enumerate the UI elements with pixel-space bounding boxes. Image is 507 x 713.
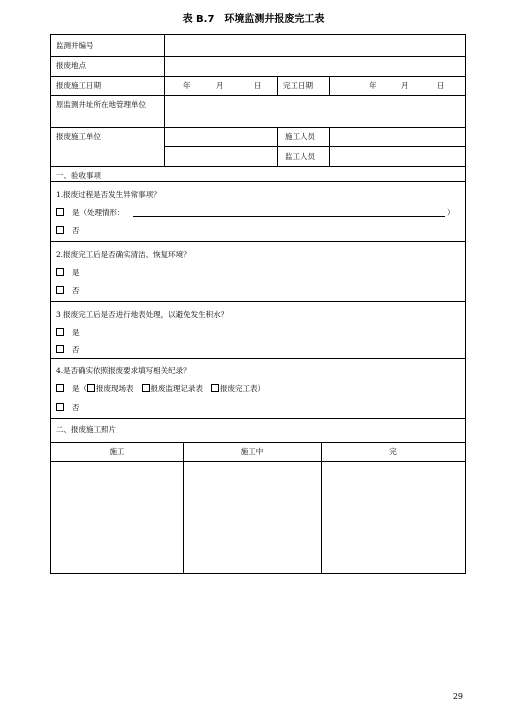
question-2: 2.报废完工后是否确实清洁、恢复环境？ [56, 250, 191, 259]
page-title: 表 B.7 环境监测井报废完工表 [182, 14, 325, 25]
row-divider [51, 76, 465, 77]
col-divider [183, 442, 184, 574]
q2-no-option[interactable]: 否 [56, 285, 80, 296]
land-dept-label: 原监测井址所在地管理单位 [56, 100, 146, 109]
photo-col-completed: 完 [389, 447, 397, 456]
end-month: 月 [401, 81, 409, 90]
checkbox-icon[interactable] [56, 403, 64, 411]
q1-close-paren: ） [447, 208, 455, 217]
q1-yes-detail: 是（处理情形： [72, 208, 125, 217]
row-divider [51, 461, 465, 462]
question-4: 4.是否确实依照报废要求填写相关纪录？ [56, 366, 191, 375]
checkbox-icon[interactable] [87, 384, 95, 392]
col-divider [321, 442, 322, 574]
row-divider [51, 358, 465, 359]
row-divider [51, 181, 465, 182]
end-day: 日 [437, 81, 445, 90]
location-label: 报废地点 [56, 61, 86, 70]
checkbox-icon[interactable] [56, 345, 64, 353]
q4-yes-option[interactable]: 是（ 报废现场表 报废监理记录表 报废完工表） [56, 383, 265, 394]
photo-col-in-progress: 施工中 [240, 447, 264, 456]
q3-no-option[interactable]: 否 [56, 344, 80, 355]
start-month: 月 [216, 81, 224, 90]
col-divider [277, 127, 278, 166]
col-divider [329, 127, 330, 166]
checkbox-icon[interactable] [142, 384, 150, 392]
checkbox-icon[interactable] [56, 384, 64, 392]
detail-underline [133, 216, 445, 217]
q3-yes-option[interactable]: 是 [56, 327, 80, 338]
q4-no-option[interactable]: 否 [56, 402, 80, 413]
checkbox-icon[interactable] [56, 208, 64, 216]
section-heading-photos: 二、报废施工照片 [56, 425, 116, 434]
row-divider [51, 166, 465, 167]
checkbox-icon[interactable] [56, 226, 64, 234]
q2-yes-option[interactable]: 是 [56, 267, 80, 278]
row-divider [51, 301, 465, 302]
col-divider [329, 76, 330, 95]
end-date-label: 完工日期 [283, 81, 313, 90]
row-divider [51, 127, 465, 128]
row-divider [51, 56, 465, 57]
question-1: 1.报废过程是否发生异常事项？ [56, 190, 161, 199]
checkbox-icon[interactable] [56, 328, 64, 336]
checkbox-icon[interactable] [56, 268, 64, 276]
q1-yes-option[interactable] [56, 207, 125, 218]
question-3: 3 报废完工后是否进行地表处理，以避免发生积水？ [56, 310, 229, 319]
row-divider [51, 418, 465, 419]
section-heading-inspection: 一、验收事项 [56, 171, 101, 180]
photo-col-construction: 施工 [109, 447, 125, 456]
start-day: 日 [254, 81, 262, 90]
row-divider [51, 442, 465, 443]
checkbox-icon[interactable] [56, 286, 64, 294]
row-divider [51, 241, 465, 242]
col-divider [164, 35, 165, 127]
start-year: 年 [183, 81, 191, 90]
supervisor-label: 监工人员 [285, 152, 315, 161]
page-number: 29 [452, 692, 463, 701]
well-number-label: 监测井编号 [56, 41, 94, 50]
end-year: 年 [369, 81, 377, 90]
checkbox-icon[interactable] [211, 384, 219, 392]
row-divider [51, 95, 465, 96]
col-divider [164, 127, 165, 166]
completion-form [50, 34, 466, 574]
row-divider [164, 146, 465, 147]
q1-no-option[interactable]: 否 [56, 225, 80, 236]
worker-label: 施工人员 [285, 132, 315, 141]
col-divider [277, 76, 278, 95]
unit-label: 报废施工单位 [56, 132, 101, 141]
start-date-label: 报废施工日期 [56, 81, 101, 90]
